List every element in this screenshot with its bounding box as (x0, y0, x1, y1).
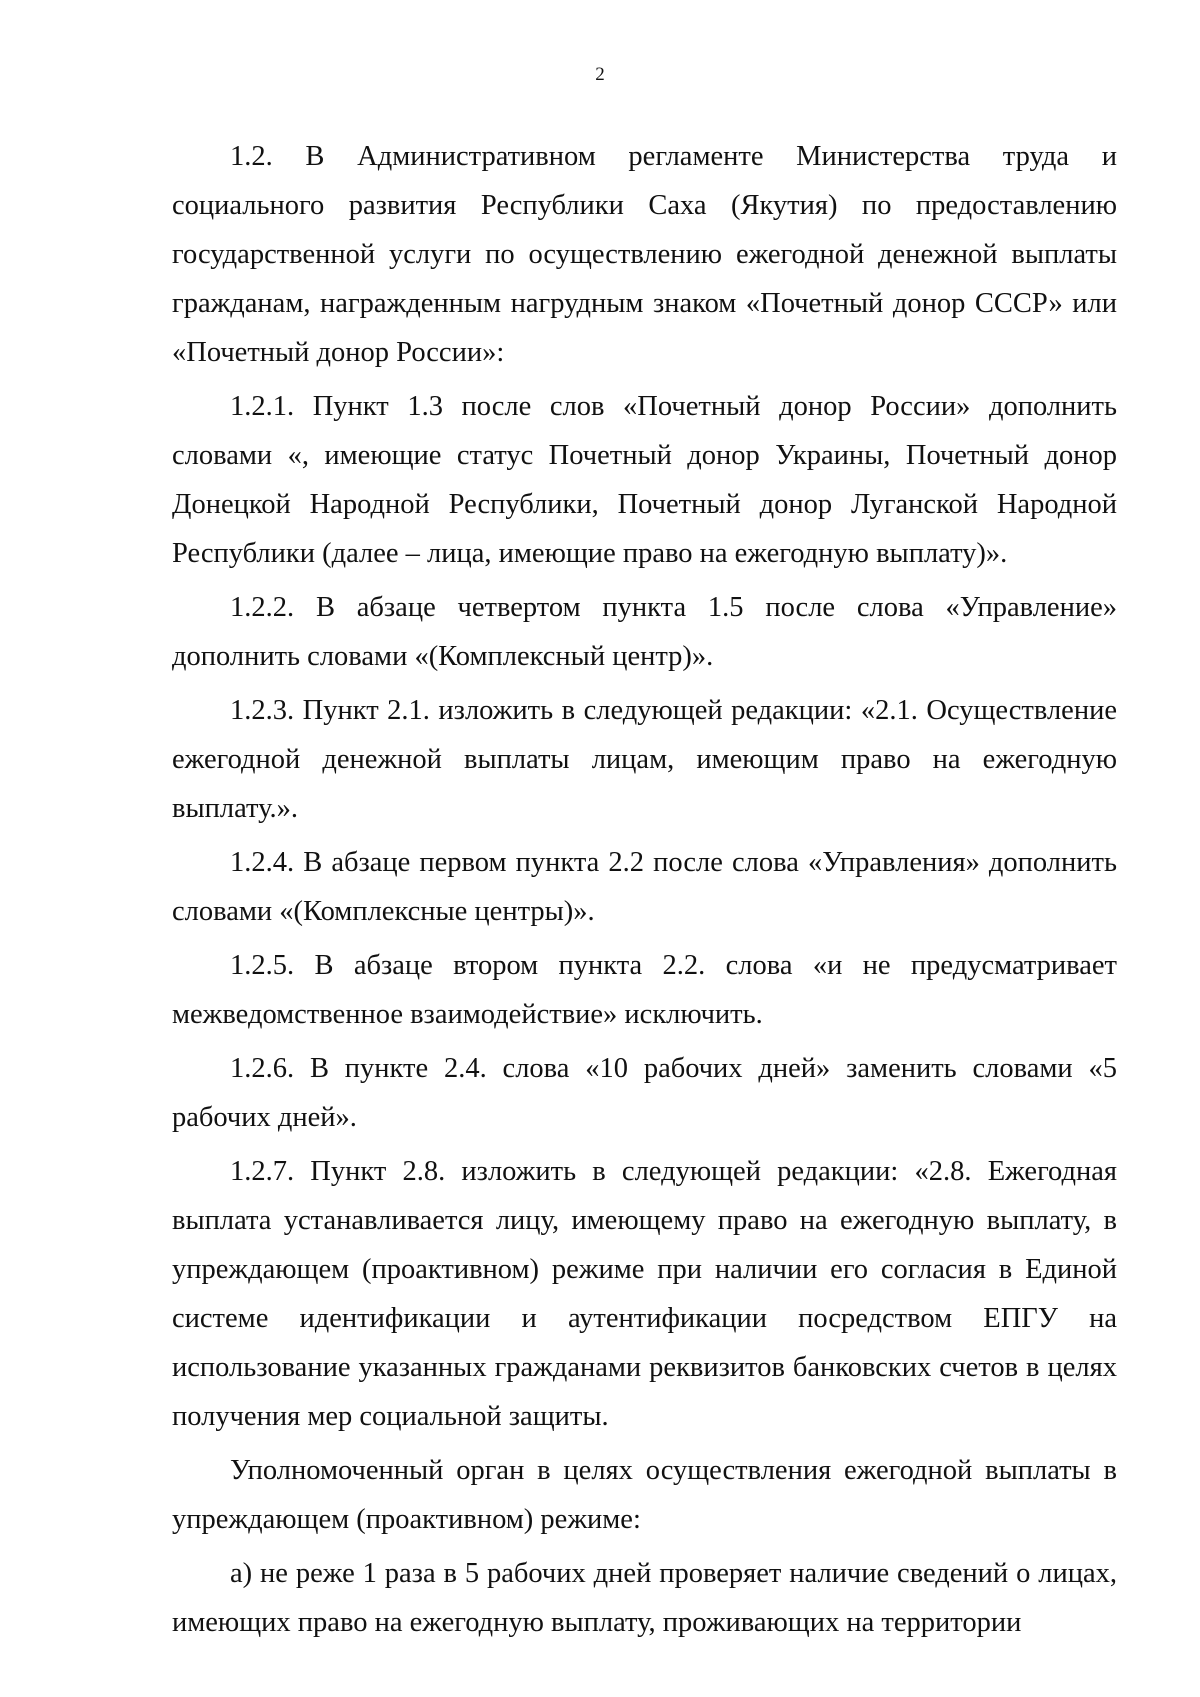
paragraph-item-a: а) не реже 1 раза в 5 рабочих дней проверяет наличие сведений о лицах, имеющих право на ежегодную выплату, проживающих на территории (172, 1558, 1117, 1638)
paragraph-1-2-3: 1.2.3. Пункт 2.1. изложить в следующей редакции: «2.1. Осуществление ежегодной денежной выплаты лицам, имеющим право на ежегодную выплату.». (172, 695, 1117, 824)
paragraph-authorized-body: Уполномоченный орган в целях осуществления ежегодной выплаты в упреждающем (проактивном) режиме: (172, 1455, 1117, 1535)
page-number: 2 (595, 64, 605, 85)
paragraph-1-2-6: 1.2.6. В пункте 2.4. слова «10 рабочих дней» заменить словами «5 рабочих дней». (172, 1053, 1117, 1133)
paragraph-1-2-1: 1.2.1. Пункт 1.3 после слов «Почетный донор России» дополнить словами «, имеющие статус Почетный донор Украины, Почетный донор Донецкой Народной Республики, Почетный донор Луганской Народной Республики (далее – лица, имеющие право на ежегодную выплату)». (172, 391, 1117, 569)
paragraph-1-2-4: 1.2.4. В абзаце первом пункта 2.2 после слова «Управления» дополнить словами «(Комплексные центры)». (172, 847, 1117, 927)
paragraph-1-2: 1.2. В Административном регламенте Министерства труда и социального развития Республики Саха (Якутия) по предоставлению государственной услуги по осуществлению ежегодной денежной выплаты гражданам, награжденным нагрудным знаком «Почетный донор СССР» или «Почетный донор России»: (172, 141, 1117, 368)
paragraph-1-2-2: 1.2.2. В абзаце четвертом пункта 1.5 после слова «Управление» дополнить словами «(Комплексный центр)». (172, 592, 1117, 672)
paragraph-1-2-7: 1.2.7. Пункт 2.8. изложить в следующей редакции: «2.8. Ежегодная выплата устанавливается лицу, имеющему право на ежегодную выплату, в упреждающем (проактивном) режиме при наличии его согласия в Единой системе идентификации и аутентификации посредством ЕПГУ на использование указанных гражданами реквизитов банковских счетов в целях получения мер социальной защиты. (172, 1156, 1117, 1432)
paragraph-1-2-5: 1.2.5. В абзаце втором пункта 2.2. слова «и не предусматривает межведомственное взаимодействие» исключить. (172, 950, 1117, 1030)
document-body (172, 132, 1117, 1652)
